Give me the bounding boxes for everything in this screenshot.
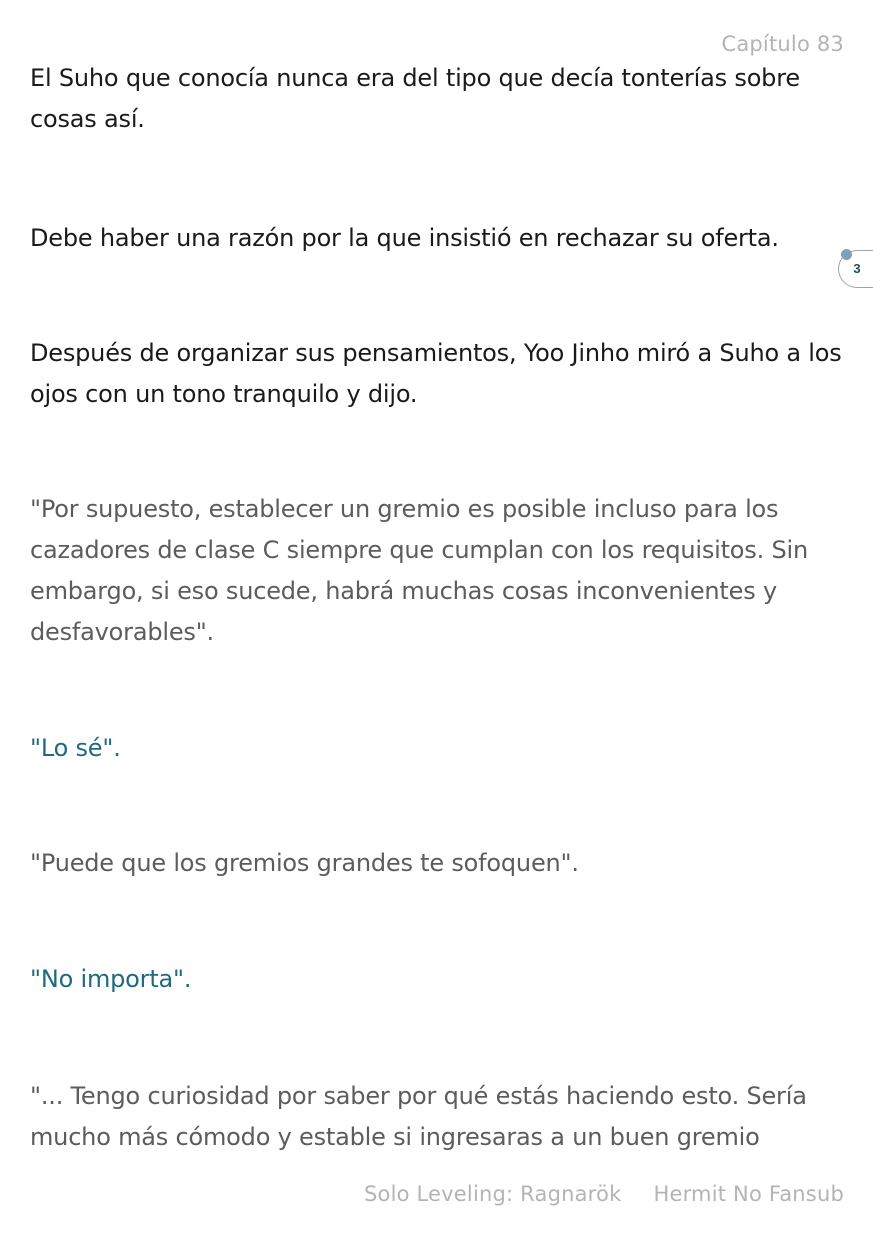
paragraph-6: "Puede que los gremios grandes te sofoquen". (30, 849, 579, 877)
comment-count: 3 (853, 261, 861, 276)
paragraph-5: "Lo sé". (30, 734, 121, 762)
comment-indicator-dot-icon (841, 249, 852, 260)
paragraph-8: "... Tengo curiosidad por saber por qué estás haciendo esto. Sería mucho más cómodo y estable si ingresaras a un buen gremio (30, 1082, 807, 1151)
footer-translator: Hermit No Fansub (653, 1182, 844, 1206)
paragraph-4: "Por supuesto, establecer un gremio es posible incluso para los cazadores de clase C siempre que cumplan con los requisitos. Sin embargo, si eso sucede, habrá muchas cosas inconvenientes y desfavorables". (30, 495, 808, 646)
paragraph-7: "No importa". (30, 965, 192, 993)
paragraph-3: Después de organizar sus pensamientos, Yoo Jinho miró a Suho a los ojos con un tono tranquilo y dijo. (30, 339, 842, 408)
page-footer (364, 1182, 844, 1206)
paragraph-1: El Suho que conocía nunca era del tipo que decía tonterías sobre cosas así. (30, 64, 800, 133)
paragraph-2: Debe haber una razón por la que insistió en rechazar su oferta. (30, 224, 779, 252)
footer-novel-title: Solo Leveling: Ragnarök (363, 1182, 622, 1206)
chapter-label: Capítulo 83 (721, 32, 844, 56)
